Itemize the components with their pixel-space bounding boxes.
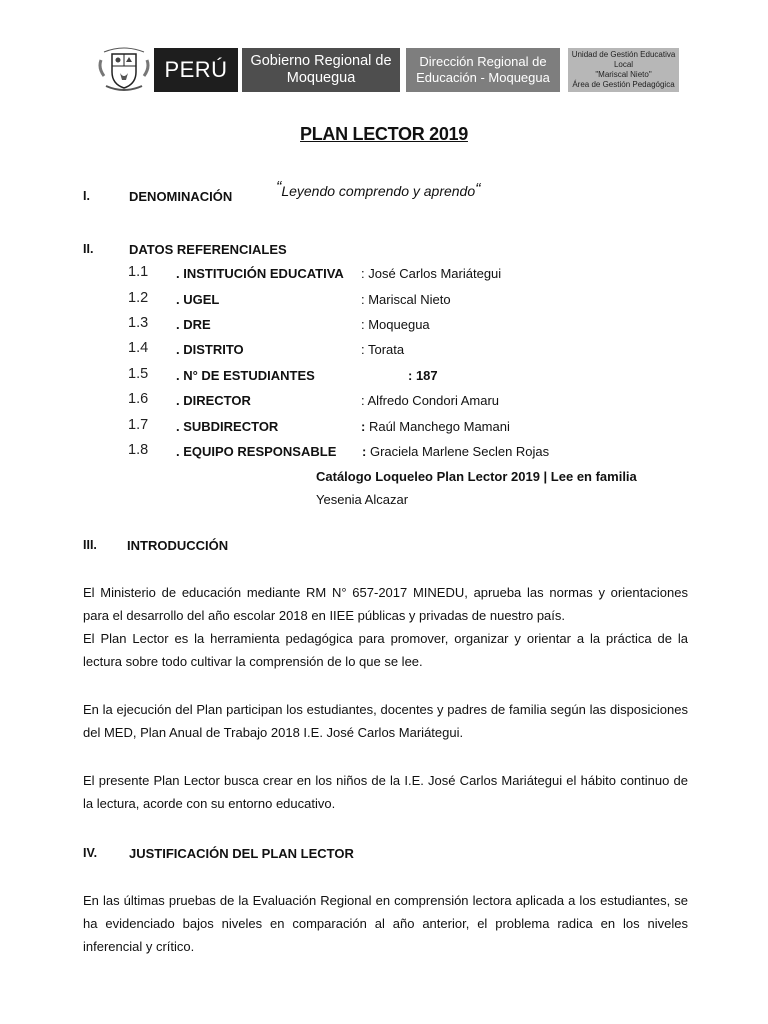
item-number: 1.2: [128, 290, 149, 306]
item-label: . DIRECTOR: [176, 393, 251, 408]
gobierno-regional-label: [242, 48, 400, 92]
direccion-regional-label: [406, 48, 560, 92]
catalog-line: Catálogo Loqueleo Plan Lector 2019 | Lee en familia: [316, 469, 637, 484]
section-2-number: II.: [83, 242, 94, 256]
item-colon: :: [361, 419, 366, 434]
ugel-line-3: Área de Gestión Pedagógica: [572, 80, 675, 89]
item-label: . N° DE ESTUDIANTES: [176, 368, 315, 383]
item-number: 1.7: [128, 417, 149, 433]
item-value: : Moquegua: [361, 317, 430, 332]
ugel-label: [568, 48, 679, 92]
item-label: . DISTRITO: [176, 342, 244, 357]
direccion-line-1: Dirección Regional de: [419, 54, 547, 70]
section-1-number: I.: [83, 189, 90, 203]
intro-text: El Plan Lector es la herramienta pedagógica para promover, organizar y orientar a la práctica de la lectura sobre todo cultivar la comprensión de lo que se lee.: [83, 631, 688, 669]
direccion-line-2: Educación - Moquegua: [416, 70, 550, 85]
intro-paragraph-2: [83, 698, 688, 744]
item-label: . INSTITUCIÓN EDUCATIVA: [176, 266, 344, 281]
open-quote: “: [276, 179, 282, 196]
item-value-text: Graciela Marlene Seclen Rojas: [366, 444, 550, 459]
item-value: : Torata: [361, 342, 405, 357]
intro-text: El Ministerio de educación mediante RM N° 657-2017 MINEDU, aprueba las normas y orientaciones para el desarrollo del año escolar 2018 en IIEE públicas y privadas de nuestro país.: [83, 585, 688, 623]
section-1-title: DENOMINACIÓN: [129, 189, 233, 204]
item-value: : 187: [408, 368, 438, 383]
intro-text: En la ejecución del Plan participan los estudiantes, docentes y padres de familia según las disposiciones del MED, Plan Anual de Trabajo 2018 I.E. José Carlos Mariátegui.: [83, 702, 688, 740]
item-value: : José Carlos Mariátegui: [361, 266, 502, 281]
ugel-line-2: "Mariscal Nieto": [595, 70, 652, 79]
item-label: . SUBDIRECTOR: [176, 419, 279, 434]
denominacion-text: Leyendo comprendo y aprendo: [281, 183, 476, 199]
ugel-line-1: Unidad de Gestión Educativa Local: [571, 50, 676, 69]
item-number: 1.4: [128, 340, 149, 356]
extra-team-member: Yesenia Alcazar: [316, 492, 409, 507]
intro-text: El presente Plan Lector busca crear en los niños de la I.E. José Carlos Mariátegui el hábito continuo de la lectura, acorde con su entorno educativo.: [83, 773, 688, 811]
justification-paragraph: [83, 889, 688, 958]
item-value: [362, 444, 549, 459]
item-number: 1.8: [128, 442, 149, 458]
document-header: [96, 46, 680, 93]
peru-label: [154, 48, 238, 92]
item-label: . UGEL: [176, 292, 220, 307]
gobierno-line-1: Gobierno Regional de: [250, 52, 392, 69]
peru-text: PERÚ: [164, 56, 228, 82]
item-number: 1.6: [128, 391, 149, 407]
gobierno-line-2: Moquegua: [286, 70, 356, 86]
section-2-title: DATOS REFERENCIALES: [129, 242, 287, 257]
item-number: 1.5: [128, 366, 149, 382]
item-number: 1.1: [128, 264, 149, 280]
item-label: . DRE: [176, 317, 211, 332]
intro-paragraph-3: [83, 769, 688, 815]
peru-coat-of-arms-logo: [96, 46, 152, 93]
intro-paragraph-1: [83, 581, 688, 673]
item-number: 1.3: [128, 315, 149, 331]
justification-text: En las últimas pruebas de la Evaluación Regional en comprensión lectora aplicada a los estudiantes, se ha evidenciado bajos niveles en comparación al año anterior, el problema radica en los niveles inferencial y crítico.: [83, 893, 688, 954]
section-4-number: IV.: [83, 846, 98, 860]
item-value-text: Raúl Manchego Mamani: [365, 419, 510, 434]
close-quote: “: [475, 181, 481, 198]
item-label: . EQUIPO RESPONSABLE: [176, 444, 337, 459]
section-4-title: JUSTIFICACIÓN DEL PLAN LECTOR: [129, 846, 354, 861]
item-value: : Mariscal Nieto: [361, 292, 451, 307]
section-3-number: III.: [83, 538, 97, 552]
denominacion-value: [276, 179, 481, 201]
item-colon: :: [362, 444, 367, 459]
page-title: PLAN LECTOR 2019: [300, 124, 468, 144]
item-value: [361, 419, 510, 434]
section-3-title: INTRODUCCIÓN: [127, 538, 229, 553]
item-value: : Alfredo Condori Amaru: [361, 393, 500, 408]
